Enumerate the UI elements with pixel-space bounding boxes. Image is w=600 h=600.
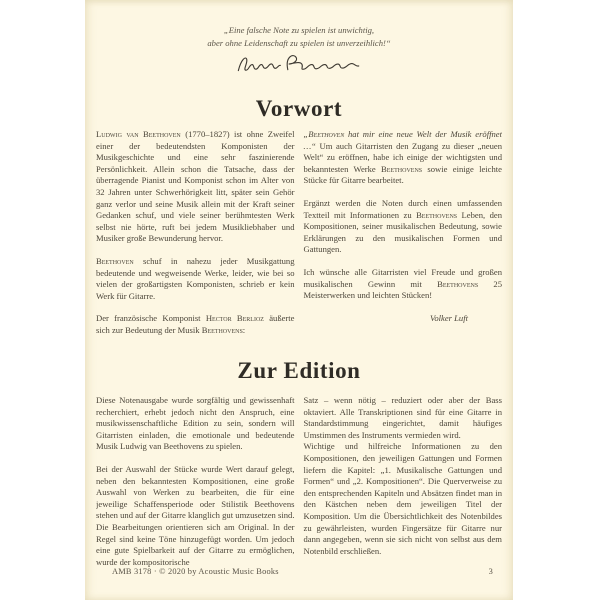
vorwort-title: Vorwort	[255, 96, 343, 121]
epigraph-line-2: aber ohne Leidenschaft zu spielen ist unverzeihlich!“	[207, 38, 391, 48]
edition-columns	[96, 395, 502, 571]
vorwort-right-paragraph-2: Ergänzt werden die Noten durch einen umfassenden Textteil mit Informationen zu Beethovens Leben, den Kompositionen, seiner musikalischen Bedeutung, sowie Erklärungen zu den musikalischen Formen und Gattungen.	[303, 197, 502, 255]
imprint: AMB 3178 · © 2020 by Acoustic Music Books	[112, 567, 279, 576]
vorwort-columns	[96, 129, 502, 358]
vorwort-left-column	[96, 129, 295, 358]
edition-right-column	[304, 395, 503, 571]
author-signoff: Volker Luft	[430, 312, 468, 323]
beethoven-signature-icon	[230, 51, 368, 79]
edition-left-column	[96, 395, 295, 571]
edition-left-paragraph-2: Bei der Auswahl der Stücke wurde Wert darauf gelegt, neben den bekanntesten Kompositionen, eine große Auswahl von Werken zu bearbeiten, die für eine jeweilige Schaffensperiode oder Stilistik Beethovens stehen und auf der Gitarre klanglich gut umzusetzen sind. Die Bearbeitungen orientieren sich am Original. In der Regel sind keine Töne hinzugefügt worden. Um jedoch eine gute Spielbarkeit auf der Gitarre zu ermöglichen, wurde der kompositorische	[96, 463, 295, 567]
page-number: 3	[488, 567, 493, 576]
edition-title: Zur Edition	[237, 358, 361, 383]
vorwort-right-column	[304, 129, 503, 358]
vorwort-right-paragraph-3: Ich wünsche alle Gitarristen viel Freude und großen musikalischen Gewinn mit Beethovens 25 Meisterwerken und leichten Stücken!	[303, 266, 502, 301]
vorwort-left-paragraph-3: Der französische Komponist Hector Berlioz äußerte sich zur Bedeutung der Musik Beethovens:	[96, 313, 295, 335]
edition-right-paragraph-1: Satz – wenn nötig – reduziert oder aber der Bass oktaviert. Alle Transkriptionen sind für eine Gitarre in Standardstimmung eingerichtet, damit häufiges Umstimmen des Instruments vermieden wird.	[303, 395, 502, 440]
epigraph	[85, 24, 513, 50]
beethoven-signature	[85, 50, 513, 80]
vorwort-left-paragraph-2: Beethoven schuf in nahezu jeder Musikgattung bedeutende und wegweisende Werke, leider, wie bei so vielen der großartigsten Komponisten, schrieb er kein Werk für Gitarre.	[96, 255, 295, 301]
vorwort-right-paragraph-1: „Beethoven hat mir eine neue Welt der Musik eröffnet …“ Um auch Gitarristen den Zugang zu dieser „neuen Welt“ zu eröffnen, habe ich einige der wichtigsten und bekanntesten Werke Beethovens sowie einige leichte Stücke für Gitarre bearbeitet.	[303, 129, 502, 186]
vorwort-left-paragraph-1: Ludwig van Beethoven (1770–1827) ist ohne Zweifel einer der bedeutendsten Komponisten der Musikgeschichte und eine sehr faszinierende Persönlichkeit. Allein schon die Tatsache, dass der überragende Pianist und Komponist schon im Alter von 32 Jahren unter Schwerhörigkeit litt, später sein Gehör ganz verlor und seine Musik allein mit der Kraft seiner Gedanken schuf, und viele seiner berühmtesten Werk selbst nie hörte, ruft bei jedem Musikliebhaber und Musiker große Bewunderung hervor.	[96, 129, 295, 244]
page-footer	[112, 567, 493, 576]
edition-left-paragraph-1: Diese Notenausgabe wurde sorgfältig und gewissenhaft recherchiert, erhebt jedoch nicht den Anspruch, eine musikwissenschaftliche Edition zu sein, sondern will Gitarristen einladen, die emotionale und bedeutende Musik Ludwig van Beethovens zu spielen.	[96, 395, 295, 452]
book-page	[85, 0, 513, 600]
epigraph-line-1: „Eine falsche Note zu spielen ist unwichtig,	[223, 25, 375, 35]
edition-right-paragraph-2: Wichtige und hilfreiche Informationen zu den Kompositionen, den jeweiligen Gattungen und Formen liefern die Kapitel: „1. Musikalische Gattungen und Formen“ und „2. Kompositionen“. Die Querverweise zu den entsprechenden Kapiteln und Absätzen findet man in den Kästchen neben dem jeweiligen Titel der Komposition. Um die Übersichtlichkeit des Notenbildes zu gewährleisten, wurden Fingersätze für Gitarre nur dann angegeben, wenn sie sich nicht von selbst aus dem Notenbild erschließen.	[303, 441, 502, 556]
